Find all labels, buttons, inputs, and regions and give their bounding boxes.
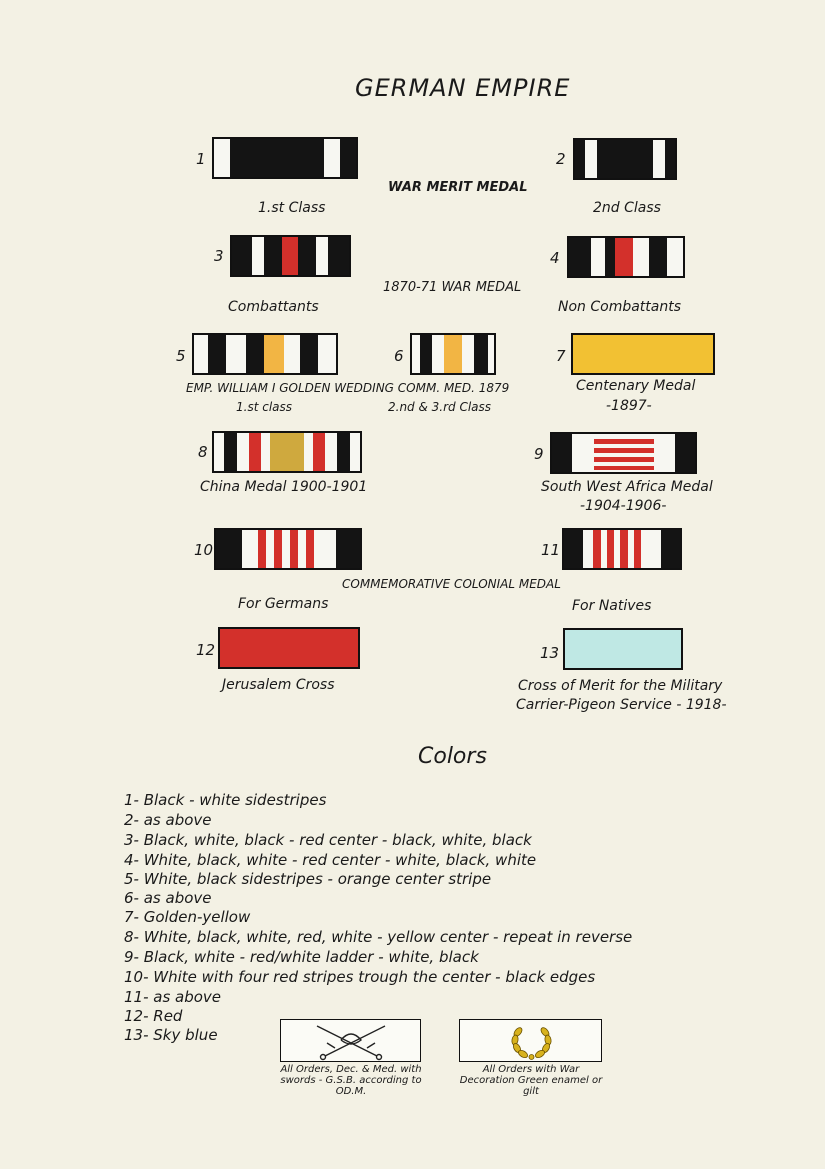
ribbon-13 — [563, 628, 683, 670]
ribbon-10 — [214, 528, 362, 570]
color-line: 8- White, black, white, red, white - yellow center - repeat in reverse — [124, 928, 633, 946]
ribbon-caption-line2: -1897- — [606, 398, 652, 414]
ribbon-number: 9 — [534, 445, 544, 463]
crossed-swords-icon — [281, 1020, 422, 1063]
color-line: 12- Red — [124, 1007, 183, 1025]
ribbon-caption: 1.st Class — [258, 200, 326, 216]
ribbon-caption: Cross of Merit for the Military — [518, 678, 723, 694]
ribbon-caption-line2: -1904-1906- — [580, 498, 667, 514]
ribbon-caption: China Medal 1900-1901 — [200, 479, 368, 495]
ribbon-5 — [192, 333, 338, 375]
ribbon-8 — [212, 431, 362, 473]
ribbon-number: 10 — [194, 541, 214, 559]
ribbon-caption: 1.st class — [236, 400, 293, 414]
ribbon-caption: South West Africa Medal — [541, 479, 713, 495]
box-caption: All Orders, Dec. & Med. with swords - G.S.B. according to OD.M. — [280, 1064, 422, 1097]
ribbon-3 — [230, 235, 351, 277]
color-line: 6- as above — [124, 889, 212, 907]
ribbon-caption: Combattants — [228, 299, 319, 315]
ribbon-caption: Non Combattants — [558, 299, 682, 315]
color-line: 4- White, black, white - red center - white, black, white — [124, 851, 537, 869]
ribbon-number: 1 — [196, 150, 206, 168]
group-label-war-merit: WAR MERIT MEDAL — [388, 180, 528, 195]
colors-heading: Colors — [418, 744, 487, 769]
ribbon-number: 13 — [540, 644, 560, 662]
color-line: 10- White with four red stripes trough the center - black edges — [124, 968, 596, 986]
war-decoration-box — [459, 1019, 602, 1062]
color-line: 5- White, black sidestripes - orange center stripe — [124, 870, 492, 888]
ribbon-9 — [550, 432, 697, 474]
color-line: 3- Black, white, black - red center - black, white, black — [124, 831, 532, 849]
ribbon-number: 12 — [196, 641, 216, 659]
ribbon-number: 7 — [556, 347, 566, 365]
group-label-colonial: COMMEMORATIVE COLONIAL MEDAL — [342, 577, 561, 591]
ribbon-caption-line2: Carrier-Pigeon Service - 1918- — [516, 697, 727, 713]
ribbon-6 — [410, 333, 496, 375]
ribbon-caption: Centenary Medal — [576, 378, 696, 394]
ribbon-1 — [212, 137, 358, 179]
color-line: 11- as above — [124, 988, 222, 1006]
ribbon-number: 8 — [198, 443, 208, 461]
ribbon-7 — [571, 333, 715, 375]
ribbon-11 — [562, 528, 682, 570]
color-line: 9- Black, white - red/white ladder - white, black — [124, 948, 479, 966]
color-line: 1- Black - white sidestripes — [124, 791, 327, 809]
group-label-1870: 1870-71 WAR MEDAL — [383, 280, 522, 295]
group-label-golden-wedding: EMP. WILLIAM I GOLDEN WEDDING COMM. MED. 1879 — [186, 381, 510, 395]
ribbon-caption: For Natives — [572, 598, 652, 614]
color-line: 7- Golden-yellow — [124, 908, 251, 926]
ribbon-number: 2 — [556, 150, 566, 168]
ribbon-number: 3 — [214, 247, 224, 265]
ribbon-caption: 2nd Class — [593, 200, 661, 216]
ribbon-caption: Jerusalem Cross — [222, 677, 335, 693]
page-title: GERMAN EMPIRE — [355, 74, 571, 102]
oak-wreath-icon — [460, 1020, 603, 1063]
color-line: 2- as above — [124, 811, 212, 829]
ribbon-2 — [573, 138, 677, 180]
ribbon-caption: 2.nd & 3.rd Class — [388, 400, 492, 414]
ribbon-number: 6 — [394, 347, 404, 365]
ribbon-caption: For Germans — [238, 596, 329, 612]
swords-ribbon-box — [280, 1019, 421, 1062]
ribbon-number: 4 — [550, 249, 560, 267]
ribbon-12 — [218, 627, 360, 669]
ribbon-number: 11 — [541, 541, 561, 559]
ribbon-number: 5 — [176, 347, 186, 365]
ribbon-4 — [567, 236, 685, 278]
box-caption: All Orders with War Decoration Green enamel or gilt — [459, 1064, 603, 1097]
color-line: 13- Sky blue — [124, 1026, 218, 1044]
